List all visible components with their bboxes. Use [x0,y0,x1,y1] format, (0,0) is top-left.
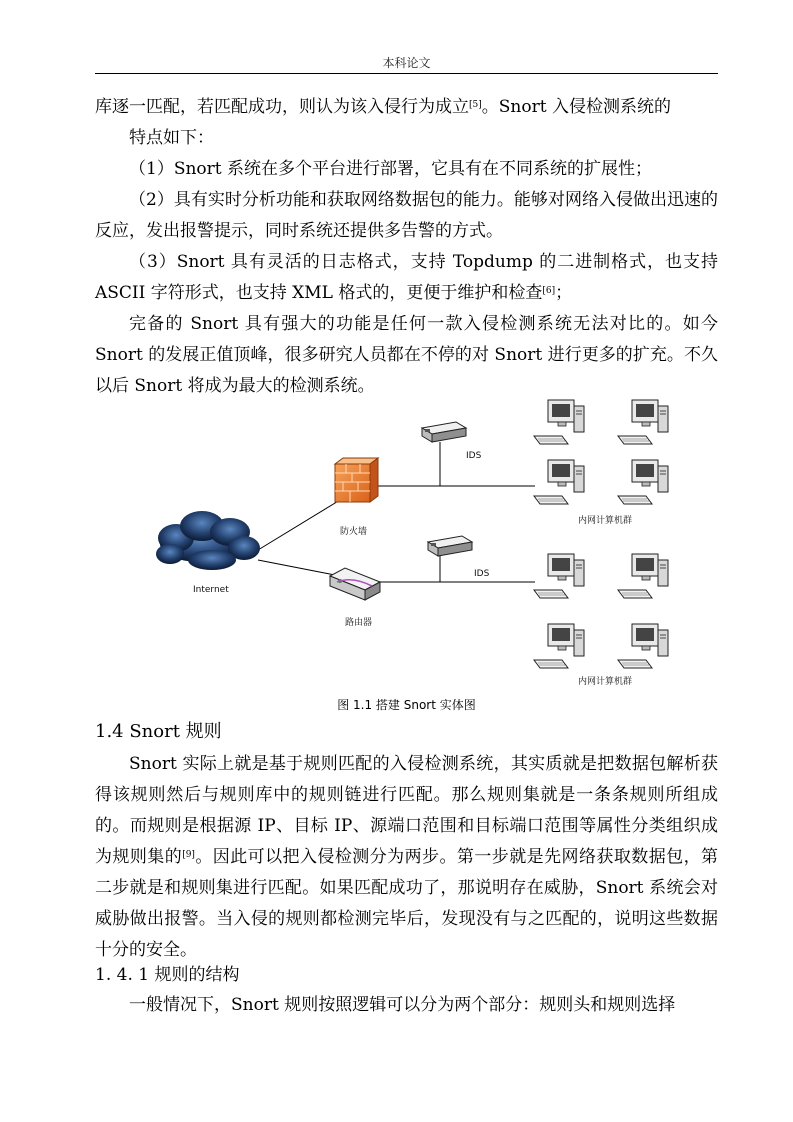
computer-icon [534,554,584,598]
citation: [6] [542,286,556,296]
computer-icon [534,400,584,444]
computer-icon [534,460,584,504]
intro-line-1 [95,92,718,123]
page-header: 本科论文 [382,56,431,70]
ids-bottom-label: IDS [474,569,490,579]
cluster-top-label: 内网计算机群 [578,516,633,526]
body-text: 。因此可以把入侵检测分为两步。第一步就是先网络获取数据包，第二步就是和规则集进行匹配。如果匹配成功了，那说明存在威胁，Snort 系统会对威胁做出报警。当入侵的规则都检测完毕后，发现没有与之匹配的，说明这些数据十分的安全。 [95,847,719,960]
feature-item-1: （1）Snort 系统在多个平台进行部署，它具有在不同系统的扩展性； [129,159,653,179]
firewall-label: 防火墙 [340,527,368,537]
closing-paragraph: 完备的 Snort 具有强大的功能是任何一款入侵检测系统无法对比的。如今 Snort 的发展正值顶峰，很多研究人员都在不停的对 Snort 进行更多的扩充。不久以后 Snort 将成为最大的检测系统。 [95,314,718,396]
intro-text: 库逐一匹配，若匹配成功，则认为该入侵行为成立 [95,97,469,117]
ids-sensor-icon [428,536,472,556]
computer-icon [618,624,668,668]
feature-item-3-text: （3）Snort 具有灵活的日志格式，支持 Topdump 的二进制格式，也支持 ASCII 字符形式，也支持 XML 格式的，更便于维护和检查 [95,252,718,303]
intro-text: 。Snort 入侵检测系统的 [481,97,671,117]
router-icon [330,568,380,600]
header-rule [95,73,718,74]
snort-network-diagram [140,392,700,692]
heading-number: 1.4 Snort [95,721,186,742]
computer-icon [534,624,584,668]
internet-cloud-icon [156,511,260,570]
ids-top-label: IDS [466,451,482,461]
router-label: 路由器 [345,618,373,628]
citation: [9] [182,850,195,860]
firewall-icon [335,458,378,502]
cluster-bottom-label: 内网计算机群 [578,677,633,687]
section-heading-1-4 [95,718,222,746]
heading-text: 规则 [185,721,222,742]
feature-item-3 [95,247,718,309]
citation: [5] [469,100,482,110]
ids-sensor-icon [422,422,466,442]
figure-caption: 图 1.1 搭建 Snort 实体图 [337,698,476,712]
section-1-4-body [95,749,718,966]
body-text: Snort 实际上就是基于规则匹配的入侵检测系统，其实质就是把数据包解析获得该规则然后与规则库中的规则链进行匹配。那么规则集就是一条条规则所组成的。而规则是根据源 IP、目标 IP、源端口范围和目标端口范围等属性分类组织成为规则集的 [95,754,718,867]
intro-line-2: 特点如下： [129,128,214,148]
computer-icon [618,554,668,598]
internet-label: Internet [193,585,229,595]
feature-item-3-end: ； [555,283,573,303]
feature-item-2: （2）具有实时分析功能和获取网络数据包的能力。能够对网络入侵做出迅速的反应，发出报警提示，同时系统还提供多告警的方式。 [95,190,718,241]
section-heading-1-4-1: 1. 4. 1 规则的结构 [95,965,240,985]
computer-icon [618,460,668,504]
section-1-4-1-body: 一般情况下，Snort 规则按照逻辑可以分为两个部分：规则头和规则选择 [129,995,676,1015]
computer-icon [618,400,668,444]
